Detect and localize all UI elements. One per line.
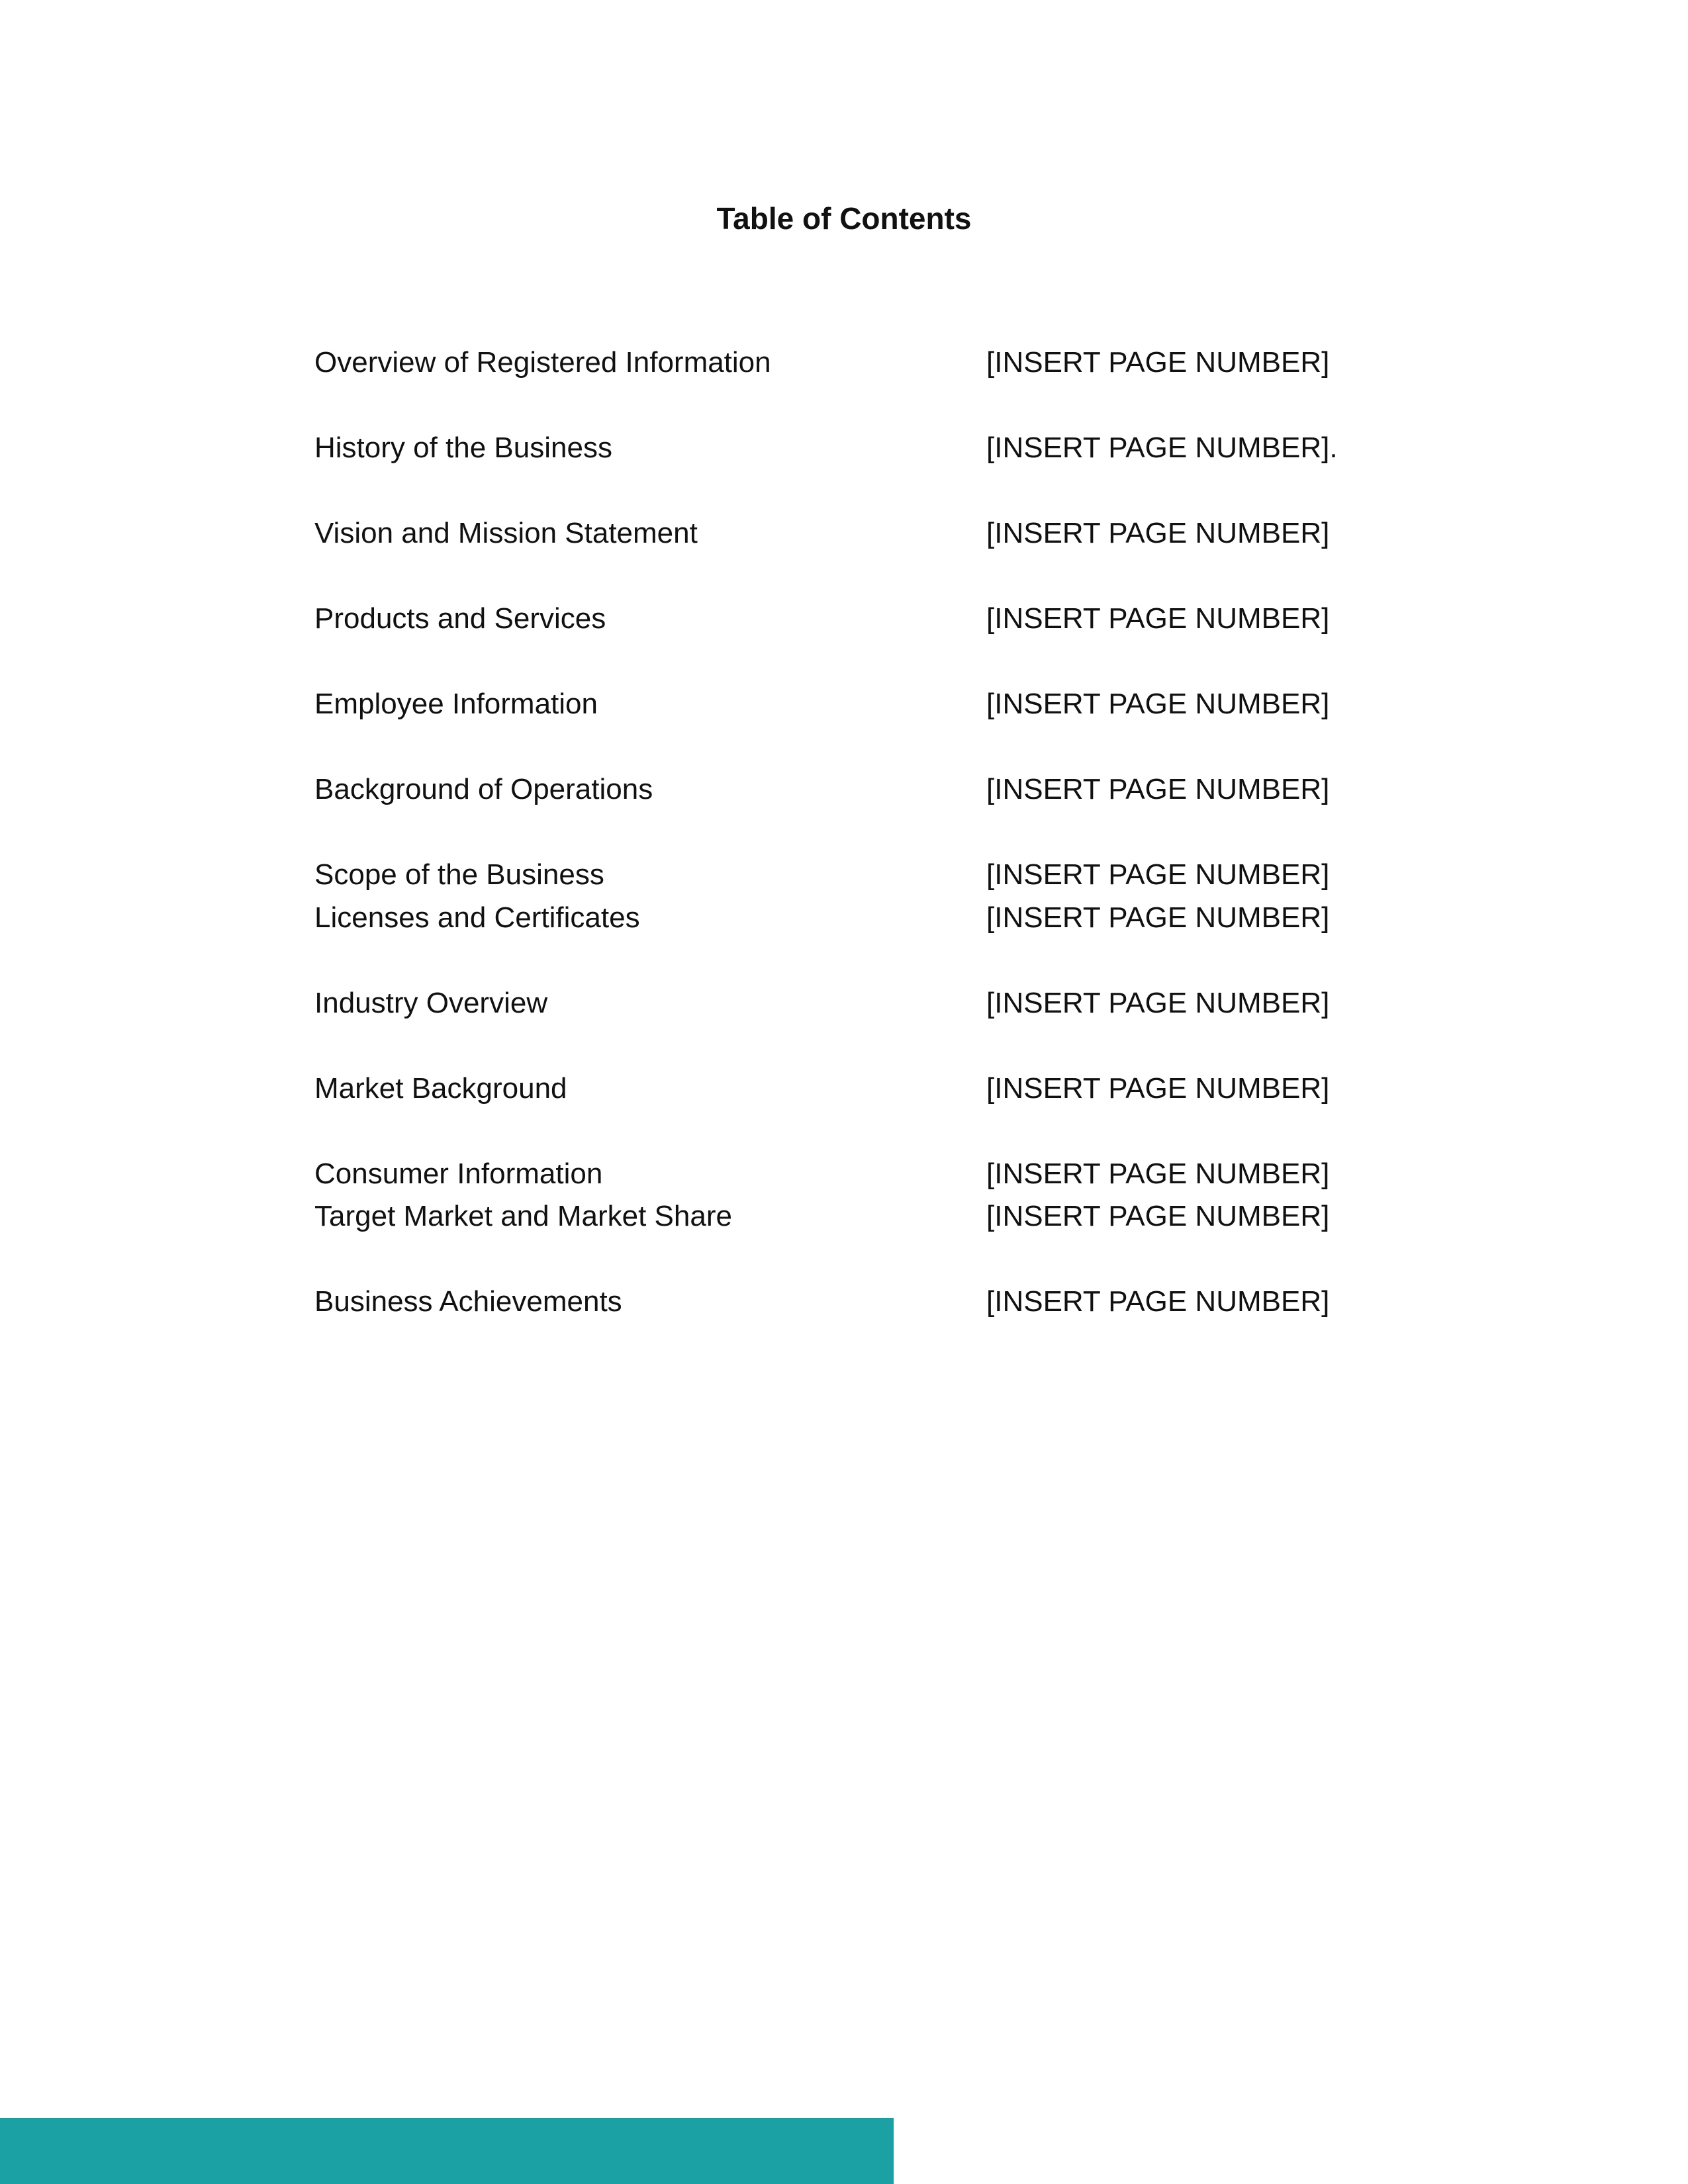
- toc-entry-label: Target Market and Market Share: [314, 1200, 732, 1232]
- toc-entry-label: Employee Information: [314, 688, 598, 720]
- toc-page-number: [INSERT PAGE NUMBER]: [986, 1072, 1330, 1105]
- toc-entry-label: Licenses and Certificates: [314, 901, 640, 934]
- toc-entry-label: Background of Operations: [314, 773, 653, 805]
- toc-row: [314, 428, 1440, 468]
- toc-row: [314, 514, 1440, 553]
- toc-entry-label: Vision and Mission Statement: [314, 517, 698, 549]
- toc-page-number: [INSERT PAGE NUMBER]: [986, 346, 1330, 379]
- toc-row: [314, 855, 1440, 895]
- toc-row: [314, 1197, 1440, 1236]
- toc-entry-label: Scope of the Business: [314, 858, 604, 891]
- toc-row: [314, 1282, 1440, 1322]
- toc-page-number: [INSERT PAGE NUMBER]: [986, 773, 1330, 805]
- toc-page-number: [INSERT PAGE NUMBER]: [986, 688, 1330, 720]
- toc-row: [314, 684, 1440, 724]
- footer-accent-bar: [0, 2118, 894, 2184]
- toc-row: [314, 1154, 1440, 1194]
- toc-row: [314, 983, 1440, 1023]
- toc-page-number: [INSERT PAGE NUMBER]: [986, 517, 1330, 549]
- page-title: Table of Contents: [716, 201, 972, 236]
- toc-row: [314, 898, 1440, 938]
- toc-page-number: [INSERT PAGE NUMBER]: [986, 1158, 1330, 1190]
- toc-row: [314, 770, 1440, 809]
- toc-entry-label: Products and Services: [314, 602, 606, 635]
- toc-row: [314, 599, 1440, 639]
- toc-page-number: [INSERT PAGE NUMBER]: [986, 1200, 1330, 1232]
- toc-entry-label: Industry Overview: [314, 987, 548, 1019]
- toc-entry-label: Business Achievements: [314, 1285, 622, 1318]
- toc-entry-label: History of the Business: [314, 432, 612, 464]
- toc-page-number: [INSERT PAGE NUMBER]: [986, 858, 1330, 891]
- toc-entry-label: Market Background: [314, 1072, 567, 1105]
- toc-row: [314, 343, 1440, 383]
- toc-page-number: [INSERT PAGE NUMBER]: [986, 987, 1330, 1019]
- toc-row: [314, 1069, 1440, 1109]
- toc-page-number: [INSERT PAGE NUMBER]: [986, 602, 1330, 635]
- toc-page-number: [INSERT PAGE NUMBER].: [986, 432, 1338, 464]
- toc-entry-label: Overview of Registered Information: [314, 346, 771, 379]
- toc-page-number: [INSERT PAGE NUMBER]: [986, 901, 1330, 934]
- toc-entry-label: Consumer Information: [314, 1158, 603, 1190]
- toc-page-number: [INSERT PAGE NUMBER]: [986, 1285, 1330, 1318]
